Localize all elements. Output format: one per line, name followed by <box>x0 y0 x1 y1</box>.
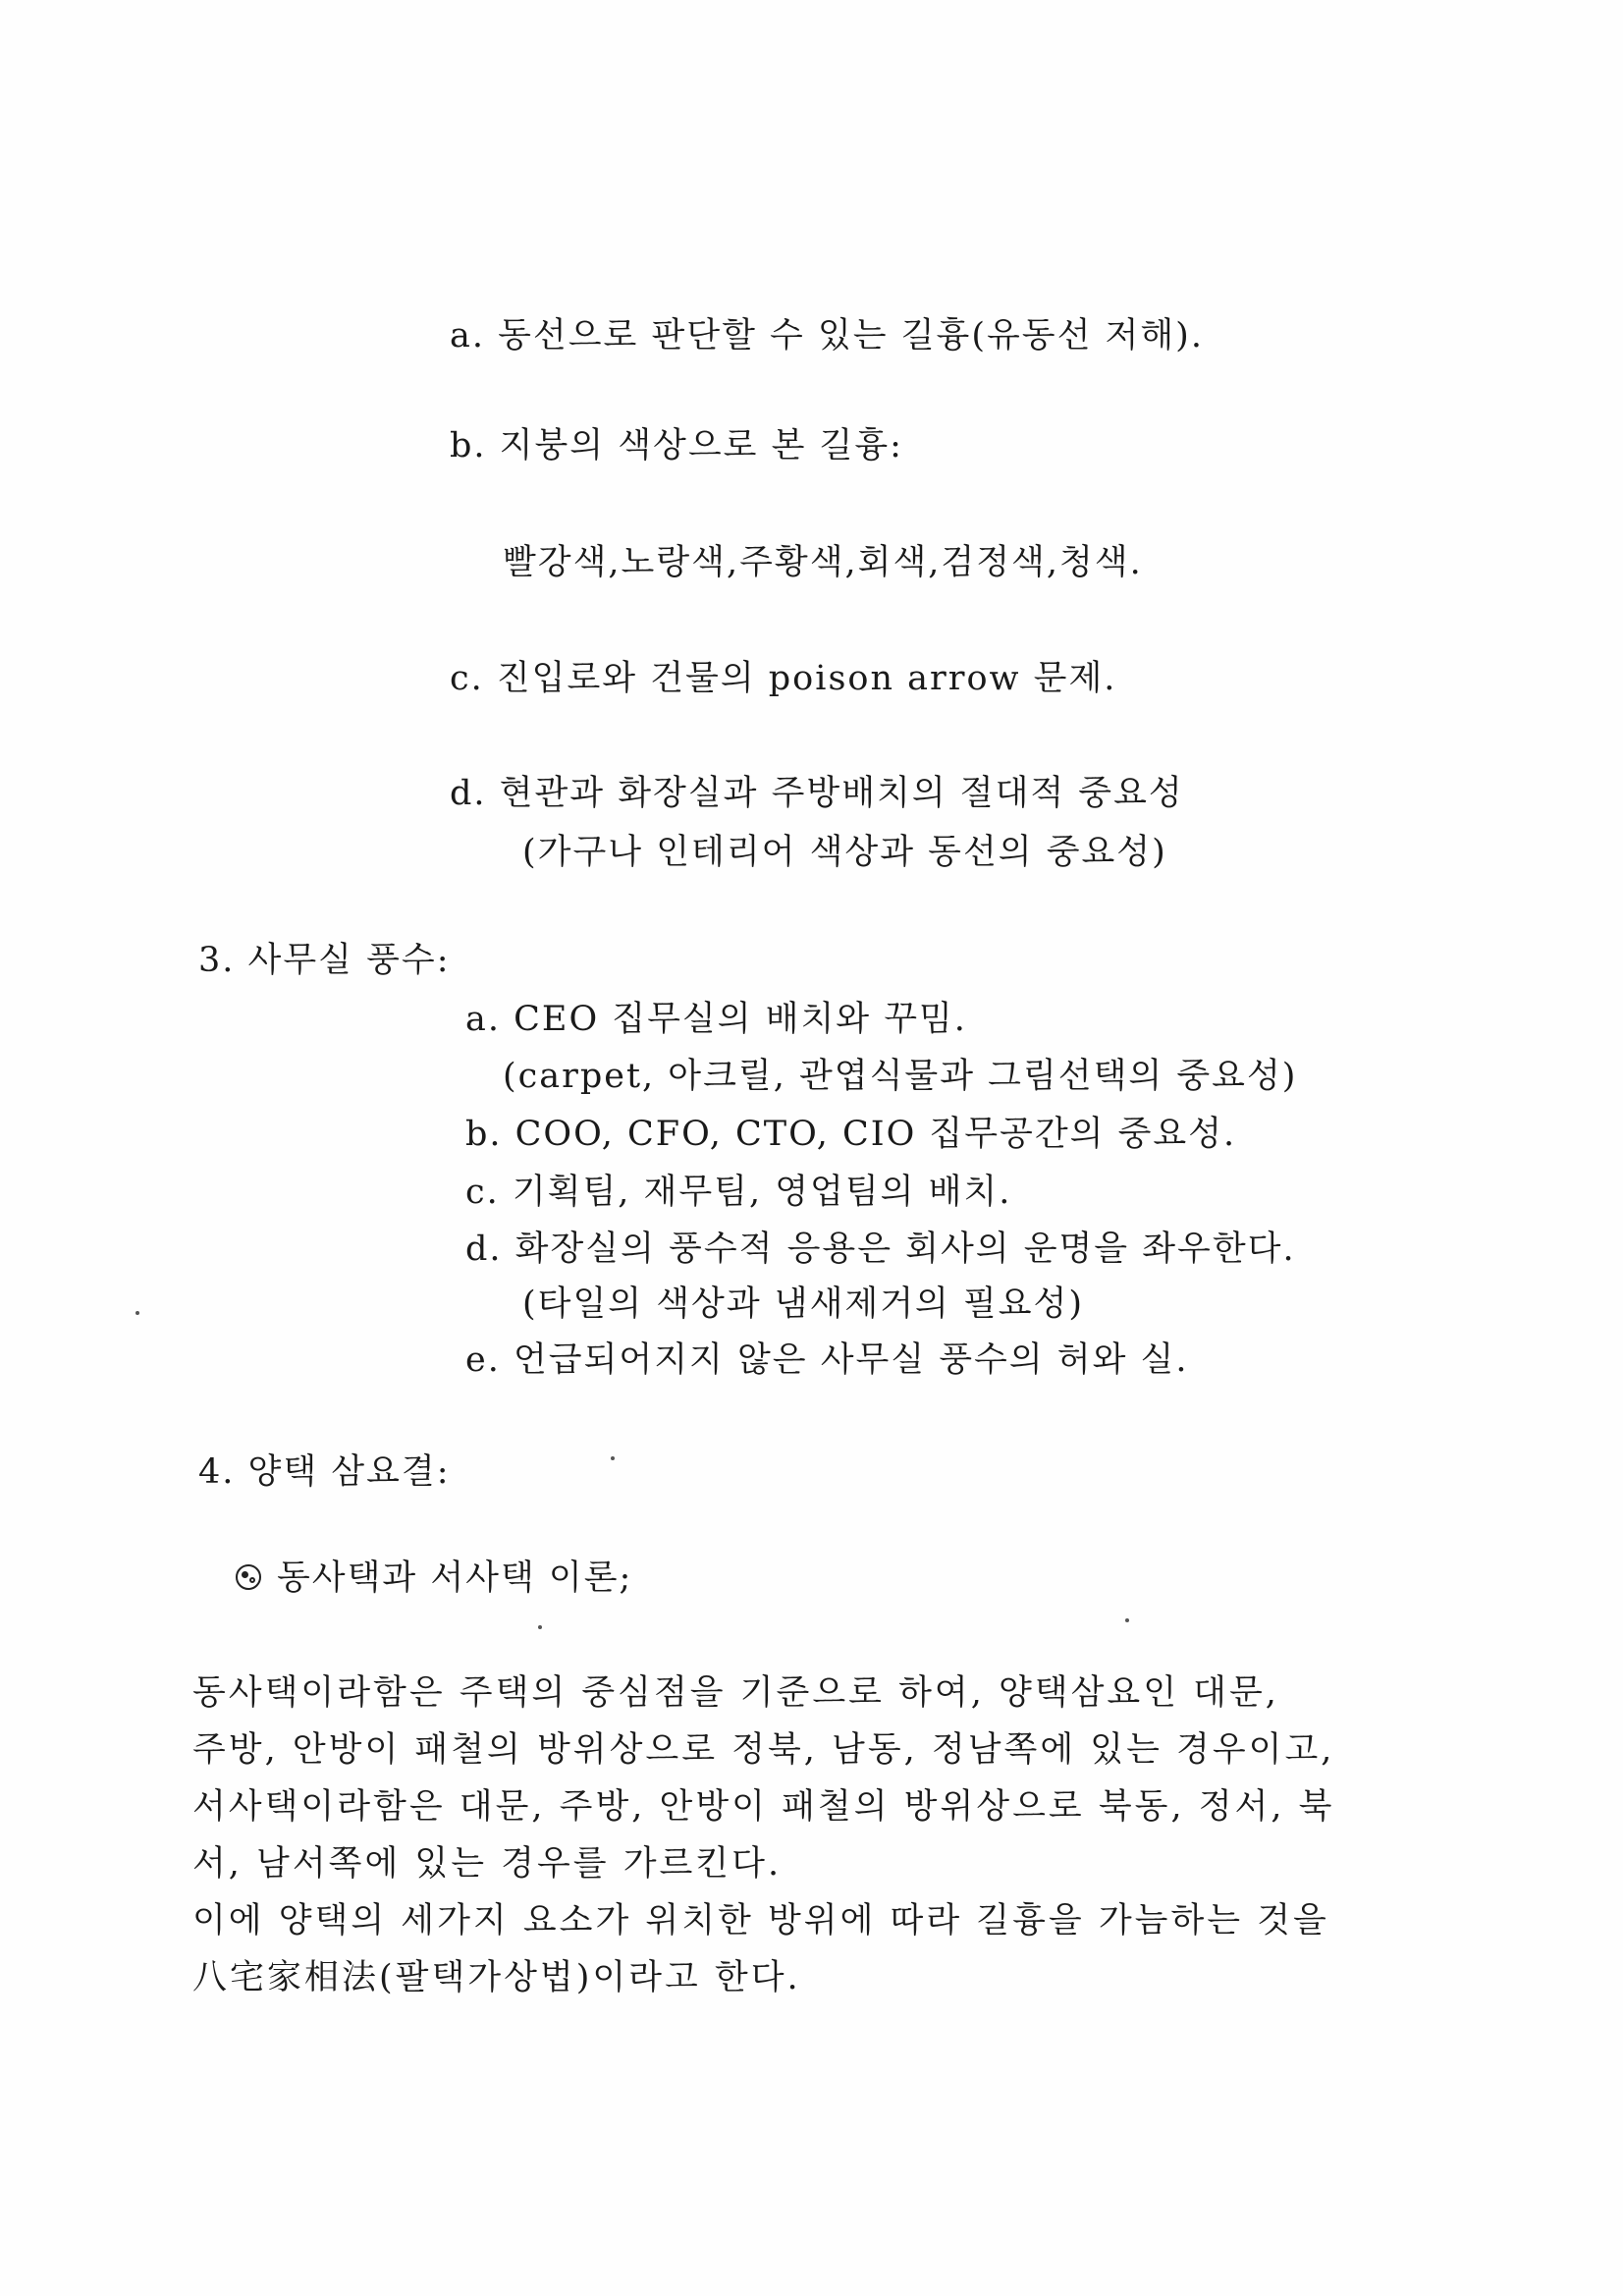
section-3-item-d: d. 화장실의 풍수적 응용은 회사의 운명을 좌우한다. <box>465 1230 1296 1269</box>
section-3-item-a-note: (carpet, 아크릴, 관엽식물과 그림선택의 중요성) <box>503 1057 1298 1096</box>
section-3-item-d-note: (타일의 색상과 냄새제거의 필요성) <box>522 1285 1085 1324</box>
yin-yang-icon <box>236 1564 261 1590</box>
paragraph-line: 동사택이라함은 주택의 중심점을 기준으로 하여, 양택삼요인 대문, <box>192 1673 1279 1713</box>
paragraph-line: 서, 남서쪽에 있는 경우를 가르킨다. <box>192 1844 783 1884</box>
paragraph-line: 八宅家相法(팔택가상법)이라고 한다. <box>192 1958 801 1997</box>
section-3-item-e: e. 언급되어지지 않은 사무실 풍수의 허와 실. <box>465 1340 1189 1380</box>
item-c-poison-arrow: c. 진입로와 건물의 poison arrow 문제. <box>450 659 1117 698</box>
section-3-item-c: c. 기획팀, 재무팀, 영업팀의 배치. <box>465 1173 1012 1212</box>
paragraph-line: 주방, 안방이 패철의 방위상으로 정북, 남동, 정남쪽에 있는 경우이고, <box>192 1730 1335 1770</box>
item-d-layout-importance: d. 현관과 화장실과 주방배치의 절대적 중요성 <box>450 774 1184 813</box>
section-4-heading: 4. 양택 삼요결: <box>198 1452 451 1492</box>
scan-speck <box>135 1311 139 1315</box>
scan-speck <box>538 1625 542 1629</box>
section-3-heading: 3. 사무실 풍수: <box>198 941 451 980</box>
section-4-subheading <box>236 1557 632 1600</box>
item-b-color-list: 빨강색,노랑색,주황색,회색,검정색,청색. <box>503 543 1143 582</box>
scan-speck <box>1125 1618 1129 1622</box>
section-4-paragraph <box>192 1665 1371 2006</box>
paragraph-line: 이에 양택의 세가지 요소가 위치한 방위에 따라 길흉을 가늠하는 것을 <box>192 1901 1329 1941</box>
section-3-item-a: a. CEO 집무실의 배치와 꾸밈. <box>465 1000 967 1039</box>
section-3-item-b: b. COO, CFO, CTO, CIO 집무공간의 중요성. <box>465 1115 1237 1154</box>
paragraph-line: 서사택이라함은 대문, 주방, 안방이 패철의 방위상으로 북동, 정서, 북 <box>192 1787 1335 1827</box>
item-a-movement-line: a. 동선으로 판단할 수 있는 길흉(유동선 저해). <box>450 316 1204 355</box>
section-4-subheading-text: 동사택과 서사택 이론; <box>277 1558 633 1598</box>
scan-speck <box>611 1456 615 1460</box>
item-d-note: (가구나 인테리어 색상과 동선의 중요성) <box>522 833 1167 872</box>
item-b-roof-color: b. 지붕의 색상으로 본 길흉: <box>450 426 903 465</box>
